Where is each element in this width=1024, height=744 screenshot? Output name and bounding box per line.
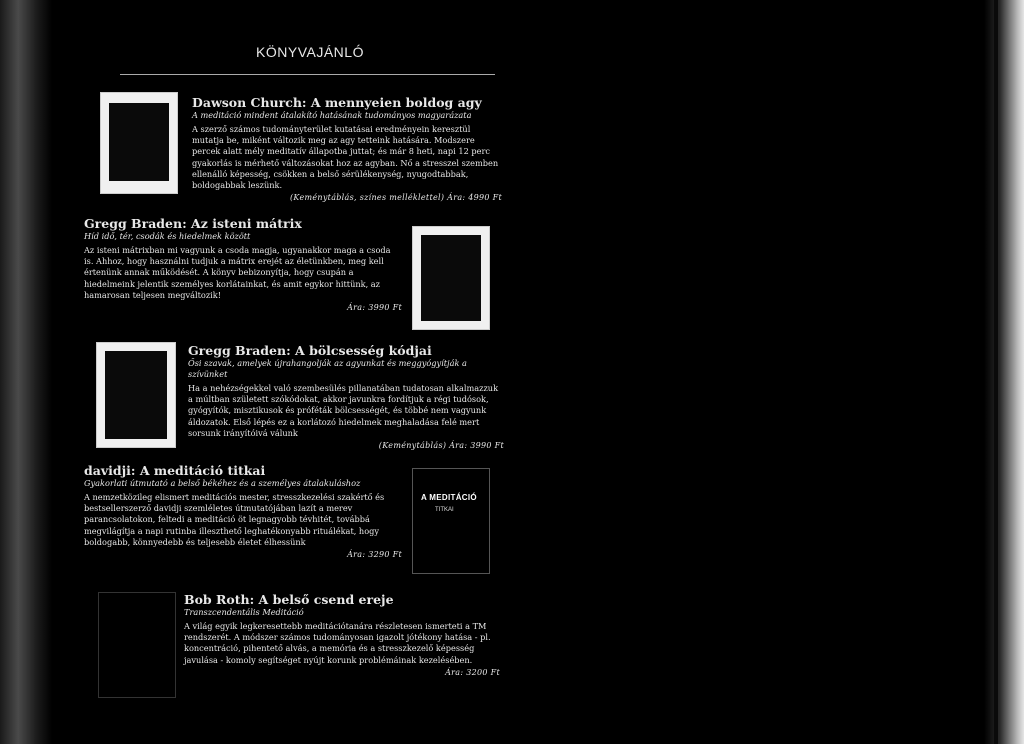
book-entry-4: [84, 464, 402, 559]
book-price: Ára: 3290 Ft: [347, 550, 402, 560]
book-title: Bob Roth: A belső csend ereje: [184, 592, 394, 607]
book-price: (Keménytáblás, színes melléklettel) Ára: 4990 Ft: [289, 193, 502, 203]
book-spine: [994, 0, 998, 744]
book-entry-2: [84, 217, 402, 312]
book-cover-4: [412, 468, 490, 574]
page-header: KÖNYVAJÁNLÓ: [256, 44, 364, 60]
book-price: (Keménytáblás) Ára: 3990 Ft: [378, 441, 504, 451]
book-cover-1: [100, 92, 178, 194]
book-cover-5: [98, 592, 176, 698]
book-title: davidji: A meditáció titkai: [84, 463, 266, 478]
book-description: A nemzetközileg elismert meditációs mester, stresszkezelési szakértő és bestsellerszerző davidji szemléletes útmutatójában lazít a merev parancsolatokon, feltedi a meditáció öt legnagyobb tévhitét, továbbá megvilágítja a napi rutinba illeszthető leghatékonyabb rituálékat, hogy boldogabb, könnyedebb és teljesebb életet élhessünk: [84, 492, 385, 547]
book-subtitle: Híd idő, tér, csodák és hiedelmek között: [84, 231, 251, 241]
book-description: A világ egyik legkeresettebb meditációtanára részletesen ismerteti a TM rendszerét. A módszer számos tudományosan igazolt jótékony hatása - pl. koncentráció, pihentető alvás, a memória és a stresszkezelő képesség javulása - komoly segítséget nyújt korunk problémáinak kezelésében.: [184, 621, 491, 665]
cover-title: A MEDITÁCIÓ: [421, 493, 477, 502]
book-entry-1: [192, 96, 502, 202]
book-entry-3: [188, 344, 504, 450]
book-entry-5: [184, 593, 500, 677]
book-description: Ha a nehézségekkel való szembesülés pillanatában tudatosan alkalmazzuk a múltban született szókódokat, akkor javunkra fordítjuk a régi tudósok, gyógyítók, misztikusok és próféták bölcsességét, és többé nem vagyunk áldozatok. Első lépés ez a korlátozó hiedelmek meghaladása felé mert sorsunk irányítóivá válunk: [188, 383, 499, 438]
book-description: A szerző számos tudományterület kutatásai eredményein keresztül mutatja be, miként változik meg az agy tetteink hatására. Modszere percek alatt mély meditatív állapotba juttat; és már 8 heti, napi 12 perc gyakorlás is mérhető változásokat hoz az agyban. Nő a stresszel szemben ellenálló képesség, csökken a belső sérülékenység, nyugodtabbak, boldogabbak leszünk.: [192, 124, 499, 191]
book-subtitle: A meditáció mindent átalakító hatásának tudományos magyarázata: [192, 110, 472, 120]
page-gutter-right: [984, 0, 1024, 744]
book-description: Az isteni mátrixban mi vagyunk a csoda magja, ugyanakkor maga a csoda is. Ahhoz, hogy használni tudjuk a mátrix erejét az életünkben, meg kell értenünk annak működését. A könyv bebizonyítja, hogy csupán a hiedelmeink jelentik személyes korlátainkat, és amit egykor hittünk, az hamarosan teljesen megváltozik!: [84, 245, 391, 300]
book-price: Ára: 3200 Ft: [445, 667, 500, 677]
book-title: Dawson Church: A mennyeien boldog agy: [192, 95, 482, 110]
book-subtitle: Transzcendentális Meditáció: [184, 607, 304, 617]
book-cover-3: [96, 342, 176, 448]
book-subtitle: Ősi szavak, amelyek újrahangolják az agyunkat és meggyógyítják a szívünket: [188, 358, 467, 379]
book-cover-2: [412, 226, 490, 330]
book-title: Gregg Braden: Az isteni mátrix: [84, 216, 302, 231]
book-subtitle: Gyakorlati útmutató a belső békéhez és a személyes átalakuláshoz: [84, 478, 361, 488]
book-price: Ára: 3990 Ft: [347, 303, 402, 313]
page-gutter-left: [0, 0, 52, 744]
header-rule: [120, 74, 495, 75]
cover-subtitle: TITKAI: [435, 507, 454, 513]
book-title: Gregg Braden: A bölcsesség kódjai: [188, 343, 432, 358]
